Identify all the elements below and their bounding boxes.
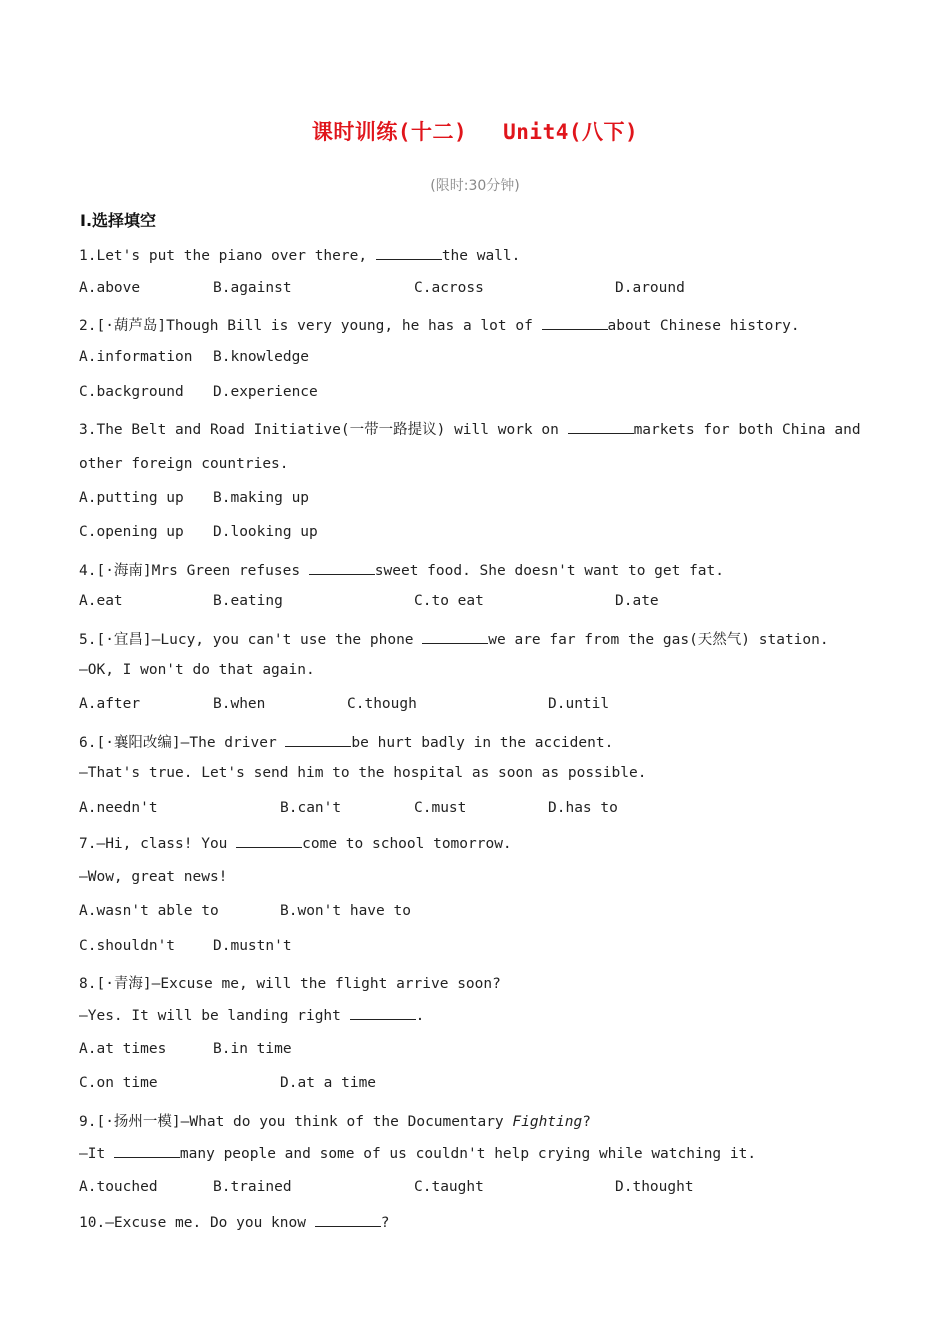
option-d[interactable]: D.around bbox=[615, 280, 685, 296]
question-6: 6.[·襄阳改编]—The driver be hurt badly in the accident. bbox=[79, 735, 614, 751]
option-d[interactable]: D.until bbox=[548, 696, 610, 712]
option-c[interactable]: C.taught bbox=[414, 1179, 484, 1195]
answer-blank[interactable] bbox=[422, 630, 488, 644]
option-d[interactable]: D.ate bbox=[615, 593, 659, 609]
question-3-continued: other foreign countries. bbox=[79, 456, 289, 472]
option-a[interactable]: A.after bbox=[79, 696, 141, 712]
answer-blank[interactable] bbox=[285, 733, 351, 747]
option-d[interactable]: D.at a time bbox=[280, 1075, 377, 1091]
answer-blank[interactable] bbox=[114, 1144, 180, 1158]
option-c[interactable]: C.across bbox=[414, 280, 484, 296]
option-c[interactable]: C.on time bbox=[79, 1075, 158, 1091]
question-8-reply: —Yes. It will be landing right . bbox=[79, 1008, 425, 1024]
question-10: 10.—Excuse me. Do you know ? bbox=[79, 1215, 390, 1231]
option-b[interactable]: B.can't bbox=[280, 800, 342, 816]
question-2: 2.[·葫芦岛]Though Bill is very young, he has a lot of about Chinese history. bbox=[79, 318, 800, 334]
question-1: 1.Let's put the piano over there, the wall. bbox=[79, 248, 521, 264]
answer-blank[interactable] bbox=[350, 1006, 416, 1020]
option-d[interactable]: D.has to bbox=[548, 800, 618, 816]
option-a[interactable]: A.putting up bbox=[79, 490, 184, 506]
option-b[interactable]: B.when bbox=[213, 696, 266, 712]
option-c[interactable]: C.though bbox=[347, 696, 417, 712]
question-5-reply: —OK, I won't do that again. bbox=[79, 662, 315, 678]
option-a[interactable]: A.at times bbox=[79, 1041, 167, 1057]
option-a[interactable]: A.wasn't able to bbox=[79, 903, 219, 919]
option-d[interactable]: D.mustn't bbox=[213, 938, 292, 954]
option-b[interactable]: B.trained bbox=[213, 1179, 292, 1195]
option-c[interactable]: C.must bbox=[414, 800, 467, 816]
option-a[interactable]: A.information bbox=[79, 349, 193, 365]
option-b[interactable]: B.making up bbox=[213, 490, 310, 506]
documentary-title: Fighting bbox=[512, 1114, 583, 1130]
option-d[interactable]: D.thought bbox=[615, 1179, 694, 1195]
question-9: 9.[·扬州一模]—What do you think of the Documentary Fighting? bbox=[79, 1114, 591, 1130]
question-7-reply: —Wow, great news! bbox=[79, 869, 228, 885]
answer-blank[interactable] bbox=[309, 561, 375, 575]
question-3: 3.The Belt and Road Initiative(一带一路提议) will work on markets for both China and bbox=[79, 422, 861, 438]
answer-blank[interactable] bbox=[315, 1213, 381, 1227]
option-a[interactable]: A.eat bbox=[79, 593, 123, 609]
answer-blank[interactable] bbox=[376, 246, 442, 260]
option-c[interactable]: C.opening up bbox=[79, 524, 184, 540]
option-c[interactable]: C.to eat bbox=[414, 593, 484, 609]
section-heading: Ⅰ.选择填空 bbox=[80, 211, 157, 230]
option-b[interactable]: B.won't have to bbox=[280, 903, 411, 919]
page-title bbox=[0, 116, 950, 146]
option-b[interactable]: B.in time bbox=[213, 1041, 292, 1057]
title-part2: Unit4(八下) bbox=[503, 120, 639, 144]
question-9-reply: —It many people and some of us couldn't help crying while watching it. bbox=[79, 1146, 757, 1162]
answer-blank[interactable] bbox=[236, 834, 302, 848]
question-4: 4.[·海南]Mrs Green refuses sweet food. She doesn't want to get fat. bbox=[79, 563, 724, 579]
answer-blank[interactable] bbox=[568, 420, 634, 434]
option-b[interactable]: B.against bbox=[213, 280, 292, 296]
option-c[interactable]: C.background bbox=[79, 384, 184, 400]
time-limit: (限时:30分钟) bbox=[430, 178, 520, 194]
option-a[interactable]: A.touched bbox=[79, 1179, 158, 1195]
answer-blank[interactable] bbox=[542, 316, 608, 330]
option-d[interactable]: D.looking up bbox=[213, 524, 318, 540]
title-part1: 课时训练(十二) bbox=[311, 120, 468, 144]
option-a[interactable]: A.needn't bbox=[79, 800, 158, 816]
option-c[interactable]: C.shouldn't bbox=[79, 938, 176, 954]
option-b[interactable]: B.eating bbox=[213, 593, 283, 609]
question-7: 7.—Hi, class! You come to school tomorrow. bbox=[79, 836, 512, 852]
question-5: 5.[·宜昌]—Lucy, you can't use the phone we are far from the gas(天然气) station. bbox=[79, 632, 829, 648]
option-d[interactable]: D.experience bbox=[213, 384, 318, 400]
question-6-reply: —That's true. Let's send him to the hospital as soon as possible. bbox=[79, 765, 647, 781]
option-b[interactable]: B.knowledge bbox=[213, 349, 310, 365]
question-8: 8.[·青海]—Excuse me, will the flight arrive soon? bbox=[79, 976, 501, 992]
option-a[interactable]: A.above bbox=[79, 280, 141, 296]
